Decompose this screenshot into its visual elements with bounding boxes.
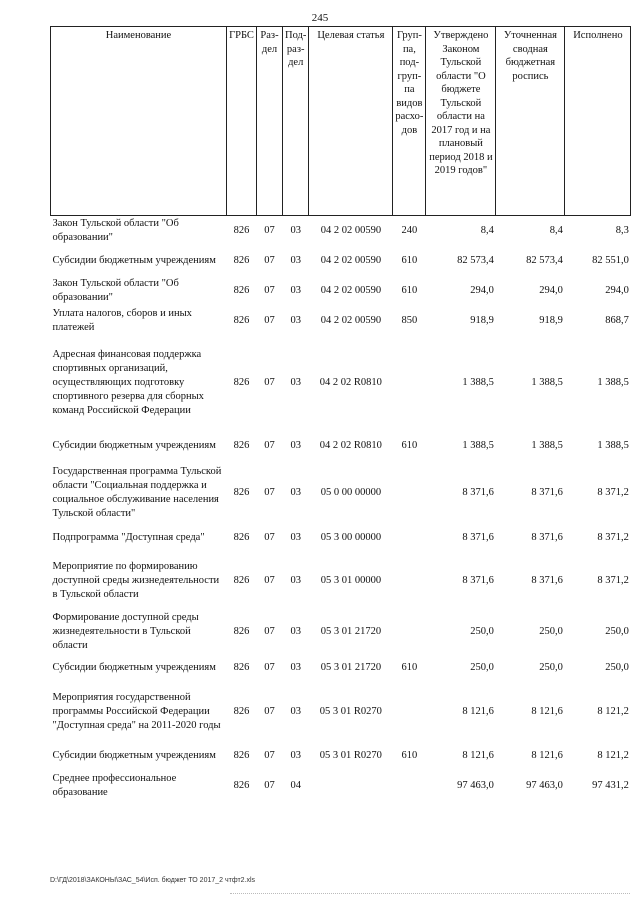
cell-grbs: 826 [233,574,250,586]
cell-expense-group [393,526,426,551]
cell-expense-group: 610 [401,284,418,296]
page-number: 245 [311,12,329,24]
cell-refined: 250,0 [539,661,563,673]
cell-grbs: 826 [233,705,250,717]
cell-refined: 250,0 [539,625,563,637]
header-refined: Уточненная сводная бюджетная роспись [496,27,565,216]
cell-target-article: 04 2 02 00590 [320,254,382,266]
cell-approved: 8 121,6 [462,705,494,717]
cell-grbs: 826 [233,487,250,498]
cell-podrazdel: 03 [290,661,301,673]
cell-name: Субсидии бюджетным учреждениям [52,439,216,451]
cell-executed: 8 121,2 [597,705,629,717]
cell-target-article: 05 3 01 21720 [320,625,382,637]
cell-name: Среднее профессиональное образование [52,772,177,798]
cell-approved: 8 121,6 [462,749,494,761]
cell-executed: 868,7 [605,314,629,326]
cell-executed: 8 371,2 [597,574,629,586]
cell-razdel: 07 [264,314,275,326]
table-body [51,216,631,801]
file-path: D:\ГД\2018\ЗАКОНЫ\ЗАС_54\Исп. бюджет ТО 2017_2 чтфт2.xls [50,877,256,884]
cell-grbs: 826 [233,224,250,236]
cell-approved: 1 388,5 [462,377,494,388]
cell-target-article: 05 3 01 21720 [320,661,382,673]
cell-target-article: 05 3 00 00000 [320,532,382,543]
cell-expense-group [393,771,426,801]
cell-approved: 82 573,4 [457,254,494,266]
cell-executed: 1 388,5 [597,439,629,451]
cell-podrazdel: 03 [290,254,301,266]
cell-grbs: 826 [233,439,250,451]
header-row [51,27,631,216]
cell-executed: 250,0 [605,661,629,673]
cell-target-article: 05 3 01 R0270 [319,705,382,717]
cell-expense-group [393,336,426,431]
cell-podrazdel: 03 [290,439,301,451]
cell-razdel: 07 [264,487,275,498]
table-row [51,461,631,526]
cell-name: Субсидии бюджетным учреждениям [52,661,216,673]
cell-name: Субсидии бюджетным учреждениям [52,749,216,761]
cell-name: Мероприятие по формированию доступной среды жизнедеятельности в Тульской области [52,560,220,600]
cell-podrazdel: 04 [290,779,301,791]
cell-razdel: 07 [264,439,275,451]
cell-razdel: 07 [264,705,275,717]
table-row [51,246,631,276]
cell-approved: 8,4 [480,224,494,236]
cell-refined: 8 121,6 [531,705,563,717]
cell-podrazdel: 03 [290,532,301,543]
cell-razdel: 07 [264,574,275,586]
cell-target-article: 04 2 02 00590 [320,284,382,296]
table-row [51,551,631,611]
cell-podrazdel: 03 [290,377,301,388]
cell-podrazdel: 03 [290,284,301,296]
cell-target-article [309,771,393,801]
cell-target-article: 05 0 00 00000 [320,487,382,498]
table-row [51,276,631,306]
table-row [51,216,631,246]
header-target-article: Целевая статья [309,27,393,216]
header-podrazdel: Под-раз-дел [283,27,309,216]
cell-target-article: 05 3 01 00000 [320,574,382,586]
cell-executed: 1 388,5 [597,377,629,388]
header-approved: Утверждено Законом Тульской области "О бюджете Тульской области на 2017 год и на плановый период 2018 и 2019 годов" [426,27,496,216]
cell-target-article: 04 2 02 00590 [320,224,382,236]
cell-expense-group [393,551,426,611]
cell-grbs: 826 [233,779,250,791]
cell-refined: 8 371,6 [531,487,563,498]
cell-executed: 97 431,2 [592,779,629,791]
cell-expense-group: 850 [401,314,418,326]
scan-noise-line [230,893,630,894]
cell-executed: 294,0 [605,284,629,296]
cell-refined: 294,0 [539,284,563,296]
cell-refined: 82 573,4 [526,254,563,266]
table-row [51,741,631,771]
cell-razdel: 07 [264,749,275,761]
cell-name: Адресная финансовая поддержка спортивных организаций, осуществляющих подготовку спортивного резерва для сборных команд Российской Федерации [52,349,204,416]
table-row [51,683,631,741]
cell-grbs: 826 [233,314,250,326]
table-row [51,431,631,461]
cell-executed: 8,3 [615,224,629,236]
table-row [51,611,631,653]
header-expense-group: Груп-па, под-груп-па видов расхо-дов [393,27,426,216]
cell-name: Уплата налогов, сборов и иных платежей [52,307,192,333]
cell-razdel: 07 [264,224,275,236]
cell-podrazdel: 03 [290,625,301,637]
header-executed: Исполнено [565,27,631,216]
cell-grbs: 826 [233,625,250,637]
cell-approved: 250,0 [470,625,494,637]
cell-grbs: 826 [233,749,250,761]
cell-name: Мероприятия государственной программы Российской Федерации "Доступная среда" на 2011-2020 годы [52,691,221,731]
cell-expense-group [393,611,426,653]
cell-approved: 918,9 [470,314,494,326]
cell-target-article: 04 2 02 R0810 [319,439,382,451]
cell-podrazdel: 03 [290,487,301,498]
cell-razdel: 07 [264,377,275,388]
cell-refined: 1 388,5 [531,377,563,388]
cell-executed: 82 551,0 [592,254,629,266]
budget-table [50,26,631,801]
cell-expense-group [393,461,426,526]
cell-razdel: 07 [264,254,275,266]
cell-name: Формирование доступной среды жизнедеятельности в Тульской области [52,611,199,651]
table-row [51,306,631,336]
cell-expense-group: 610 [401,254,418,266]
cell-expense-group: 610 [401,661,418,673]
header-name: Наименование [51,27,227,216]
cell-name: Закон Тульской области "Об образовании" [52,277,179,303]
cell-grbs: 826 [233,532,250,543]
table-row [51,526,631,551]
cell-executed: 8 121,2 [597,749,629,761]
cell-executed: 8 371,2 [597,532,629,543]
cell-approved: 8 371,6 [462,532,494,543]
cell-grbs: 826 [233,254,250,266]
cell-razdel: 07 [264,284,275,296]
cell-approved: 294,0 [470,284,494,296]
cell-expense-group: 240 [401,224,418,236]
header-razdel: Раз-дел [257,27,283,216]
cell-expense-group: 610 [401,749,418,761]
cell-approved: 97 463,0 [457,779,494,791]
cell-name: Государственная программа Тульской области "Социальная поддержка и социальное обслуживание населения Тульской области" [52,466,222,519]
cell-grbs: 826 [233,377,250,388]
cell-expense-group: 610 [401,439,418,451]
cell-name: Закон Тульской области "Об образовании" [52,217,179,243]
cell-grbs: 826 [233,661,250,673]
cell-razdel: 07 [264,661,275,673]
table-row [51,336,631,431]
table-row [51,771,631,801]
header-grbs: ГРБС [227,27,257,216]
cell-expense-group [393,683,426,741]
cell-name: Субсидии бюджетным учреждениям [52,254,216,266]
cell-executed: 8 371,2 [597,487,629,498]
cell-refined: 8 371,6 [531,532,563,543]
cell-grbs: 826 [233,284,250,296]
cell-approved: 250,0 [470,661,494,673]
cell-podrazdel: 03 [290,224,301,236]
cell-podrazdel: 03 [290,749,301,761]
cell-podrazdel: 03 [290,574,301,586]
cell-podrazdel: 03 [290,314,301,326]
table-row [51,653,631,683]
cell-refined: 8 121,6 [531,749,563,761]
cell-approved: 8 371,6 [462,574,494,586]
cell-approved: 1 388,5 [462,439,494,451]
cell-refined: 8 371,6 [531,574,563,586]
cell-razdel: 07 [264,779,275,791]
cell-target-article: 05 3 01 R0270 [319,749,382,761]
cell-target-article: 04 2 02 00590 [320,314,382,326]
cell-refined: 97 463,0 [526,779,563,791]
cell-refined: 1 388,5 [531,439,563,451]
cell-razdel: 07 [264,532,275,543]
cell-refined: 918,9 [539,314,563,326]
cell-razdel: 07 [264,625,275,637]
cell-name: Подпрограмма "Доступная среда" [52,532,205,543]
cell-executed: 250,0 [605,625,629,637]
cell-target-article: 04 2 02 R0810 [319,377,382,388]
cell-refined: 8,4 [549,224,563,236]
cell-podrazdel: 03 [290,705,301,717]
cell-approved: 8 371,6 [462,487,494,498]
